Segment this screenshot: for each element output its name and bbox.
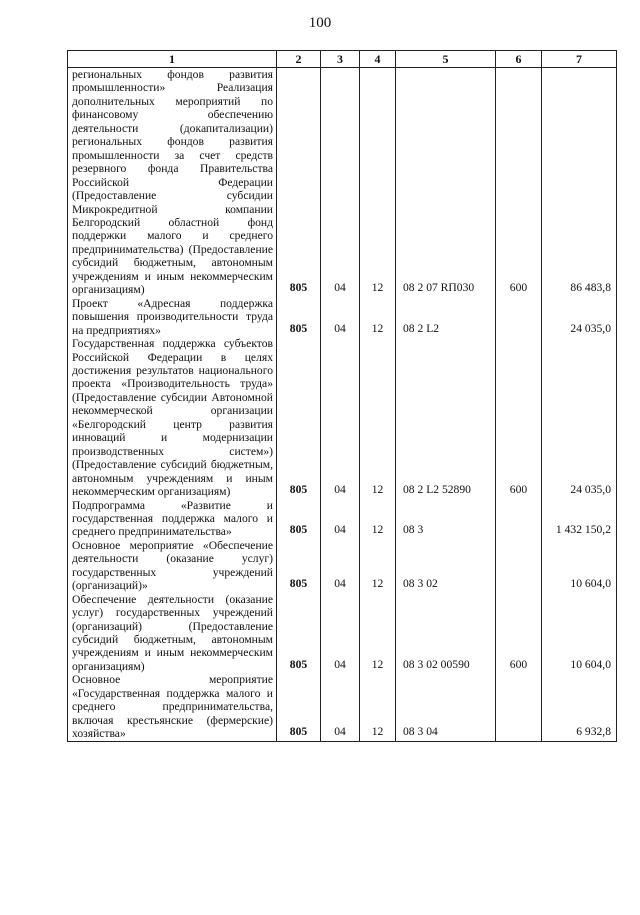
cell-amount: 24 035,0 [542, 337, 617, 498]
cell-expense-type [496, 297, 542, 337]
cell-subsection: 12 [360, 539, 396, 593]
cell-amount: 10 604,0 [542, 593, 617, 674]
cell-amount: 86 483,8 [542, 68, 617, 297]
cell-grbs: 805 [277, 499, 321, 539]
row-name: Подпрограмма «Развитие и государственная поддержка малого и среднего предпринимательства» [68, 499, 277, 539]
cell-grbs: 805 [277, 539, 321, 593]
header-col-3: 3 [321, 51, 360, 68]
cell-amount: 6 932,8 [542, 673, 617, 741]
table-row [68, 539, 617, 593]
table-row [68, 297, 617, 337]
cell-amount: 24 035,0 [542, 297, 617, 337]
header-col-6: 6 [496, 51, 542, 68]
row-name: Проект «Адресная поддержка повышения производительности труда на предприятиях» [68, 297, 277, 337]
page-number: 100 [308, 15, 332, 31]
header-col-5: 5 [396, 51, 496, 68]
cell-subsection: 12 [360, 499, 396, 539]
cell-amount: 10 604,0 [542, 539, 617, 593]
cell-section: 04 [321, 593, 360, 674]
cell-subsection: 12 [360, 297, 396, 337]
cell-grbs: 805 [277, 337, 321, 498]
cell-target-article: 08 3 [396, 499, 496, 539]
cell-expense-type: 600 [496, 593, 542, 674]
cell-expense-type: 600 [496, 68, 542, 297]
row-name: региональных фондов развития промышленности» Реализация дополнительных мероприятий по финансовому обеспечению деятельности (докапитализации) региональных фондов развития промышленности за счет средств резервного фонда Правительства Российской Федерации (Предоставление субсидии Микрокредитной компании Белгородский областной фонд поддержки малого и среднего предпринимательства) (Предоставление субсидий бюджетным, автономным учреждениям и иным некоммерческим организациям) [68, 68, 277, 297]
header-row [68, 51, 617, 68]
cell-section: 04 [321, 539, 360, 593]
cell-grbs: 805 [277, 68, 321, 297]
cell-target-article: 08 3 02 [396, 539, 496, 593]
row-name: Основное мероприятие «Государственная поддержка малого и среднего предпринимательства, включая крестьянские (фермерские) хозяйства» [68, 673, 277, 741]
cell-section: 04 [321, 68, 360, 297]
budget-table [67, 50, 617, 742]
table-row [68, 593, 617, 674]
cell-grbs: 805 [277, 297, 321, 337]
header-col-2: 2 [277, 51, 321, 68]
cell-section: 04 [321, 297, 360, 337]
header-col-7: 7 [542, 51, 617, 68]
table-row [68, 673, 617, 741]
cell-expense-type [496, 539, 542, 593]
cell-expense-type [496, 673, 542, 741]
cell-target-article: 08 2 L2 [396, 297, 496, 337]
table-row [68, 337, 617, 498]
cell-section: 04 [321, 337, 360, 498]
cell-target-article: 08 2 07 RП030 [396, 68, 496, 297]
cell-subsection: 12 [360, 673, 396, 741]
cell-section: 04 [321, 673, 360, 741]
cell-target-article: 08 2 L2 52890 [396, 337, 496, 498]
cell-grbs: 805 [277, 593, 321, 674]
row-name: Основное мероприятие «Обеспечение деятельности (оказание услуг) государственных учреждений (организаций)» [68, 539, 277, 593]
cell-target-article: 08 3 02 00590 [396, 593, 496, 674]
cell-subsection: 12 [360, 337, 396, 498]
table-row [68, 499, 617, 539]
cell-section: 04 [321, 499, 360, 539]
row-name: Государственная поддержка субъектов Российской Федерации в целях достижения результатов национального проекта «Производительность труда» (Предоставление субсидии Автономной некоммерческой организации «Белгородский центр развития инноваций и модернизации производственных систем») (Предоставление субсидий бюджетным, автономным учреждениям и иным некоммерческим организациям) [68, 337, 277, 498]
cell-amount: 1 432 150,2 [542, 499, 617, 539]
cell-grbs: 805 [277, 673, 321, 741]
cell-expense-type [496, 499, 542, 539]
cell-target-article: 08 3 04 [396, 673, 496, 741]
header-col-1: 1 [68, 51, 277, 68]
cell-subsection: 12 [360, 68, 396, 297]
cell-expense-type: 600 [496, 337, 542, 498]
header-col-4: 4 [360, 51, 396, 68]
table-row [68, 68, 617, 297]
row-name: Обеспечение деятельности (оказание услуг) государственных учреждений (организаций) (Предоставление субсидий бюджетным, автономным учреждениям и иным некоммерческим организациям) [68, 593, 277, 674]
cell-subsection: 12 [360, 593, 396, 674]
